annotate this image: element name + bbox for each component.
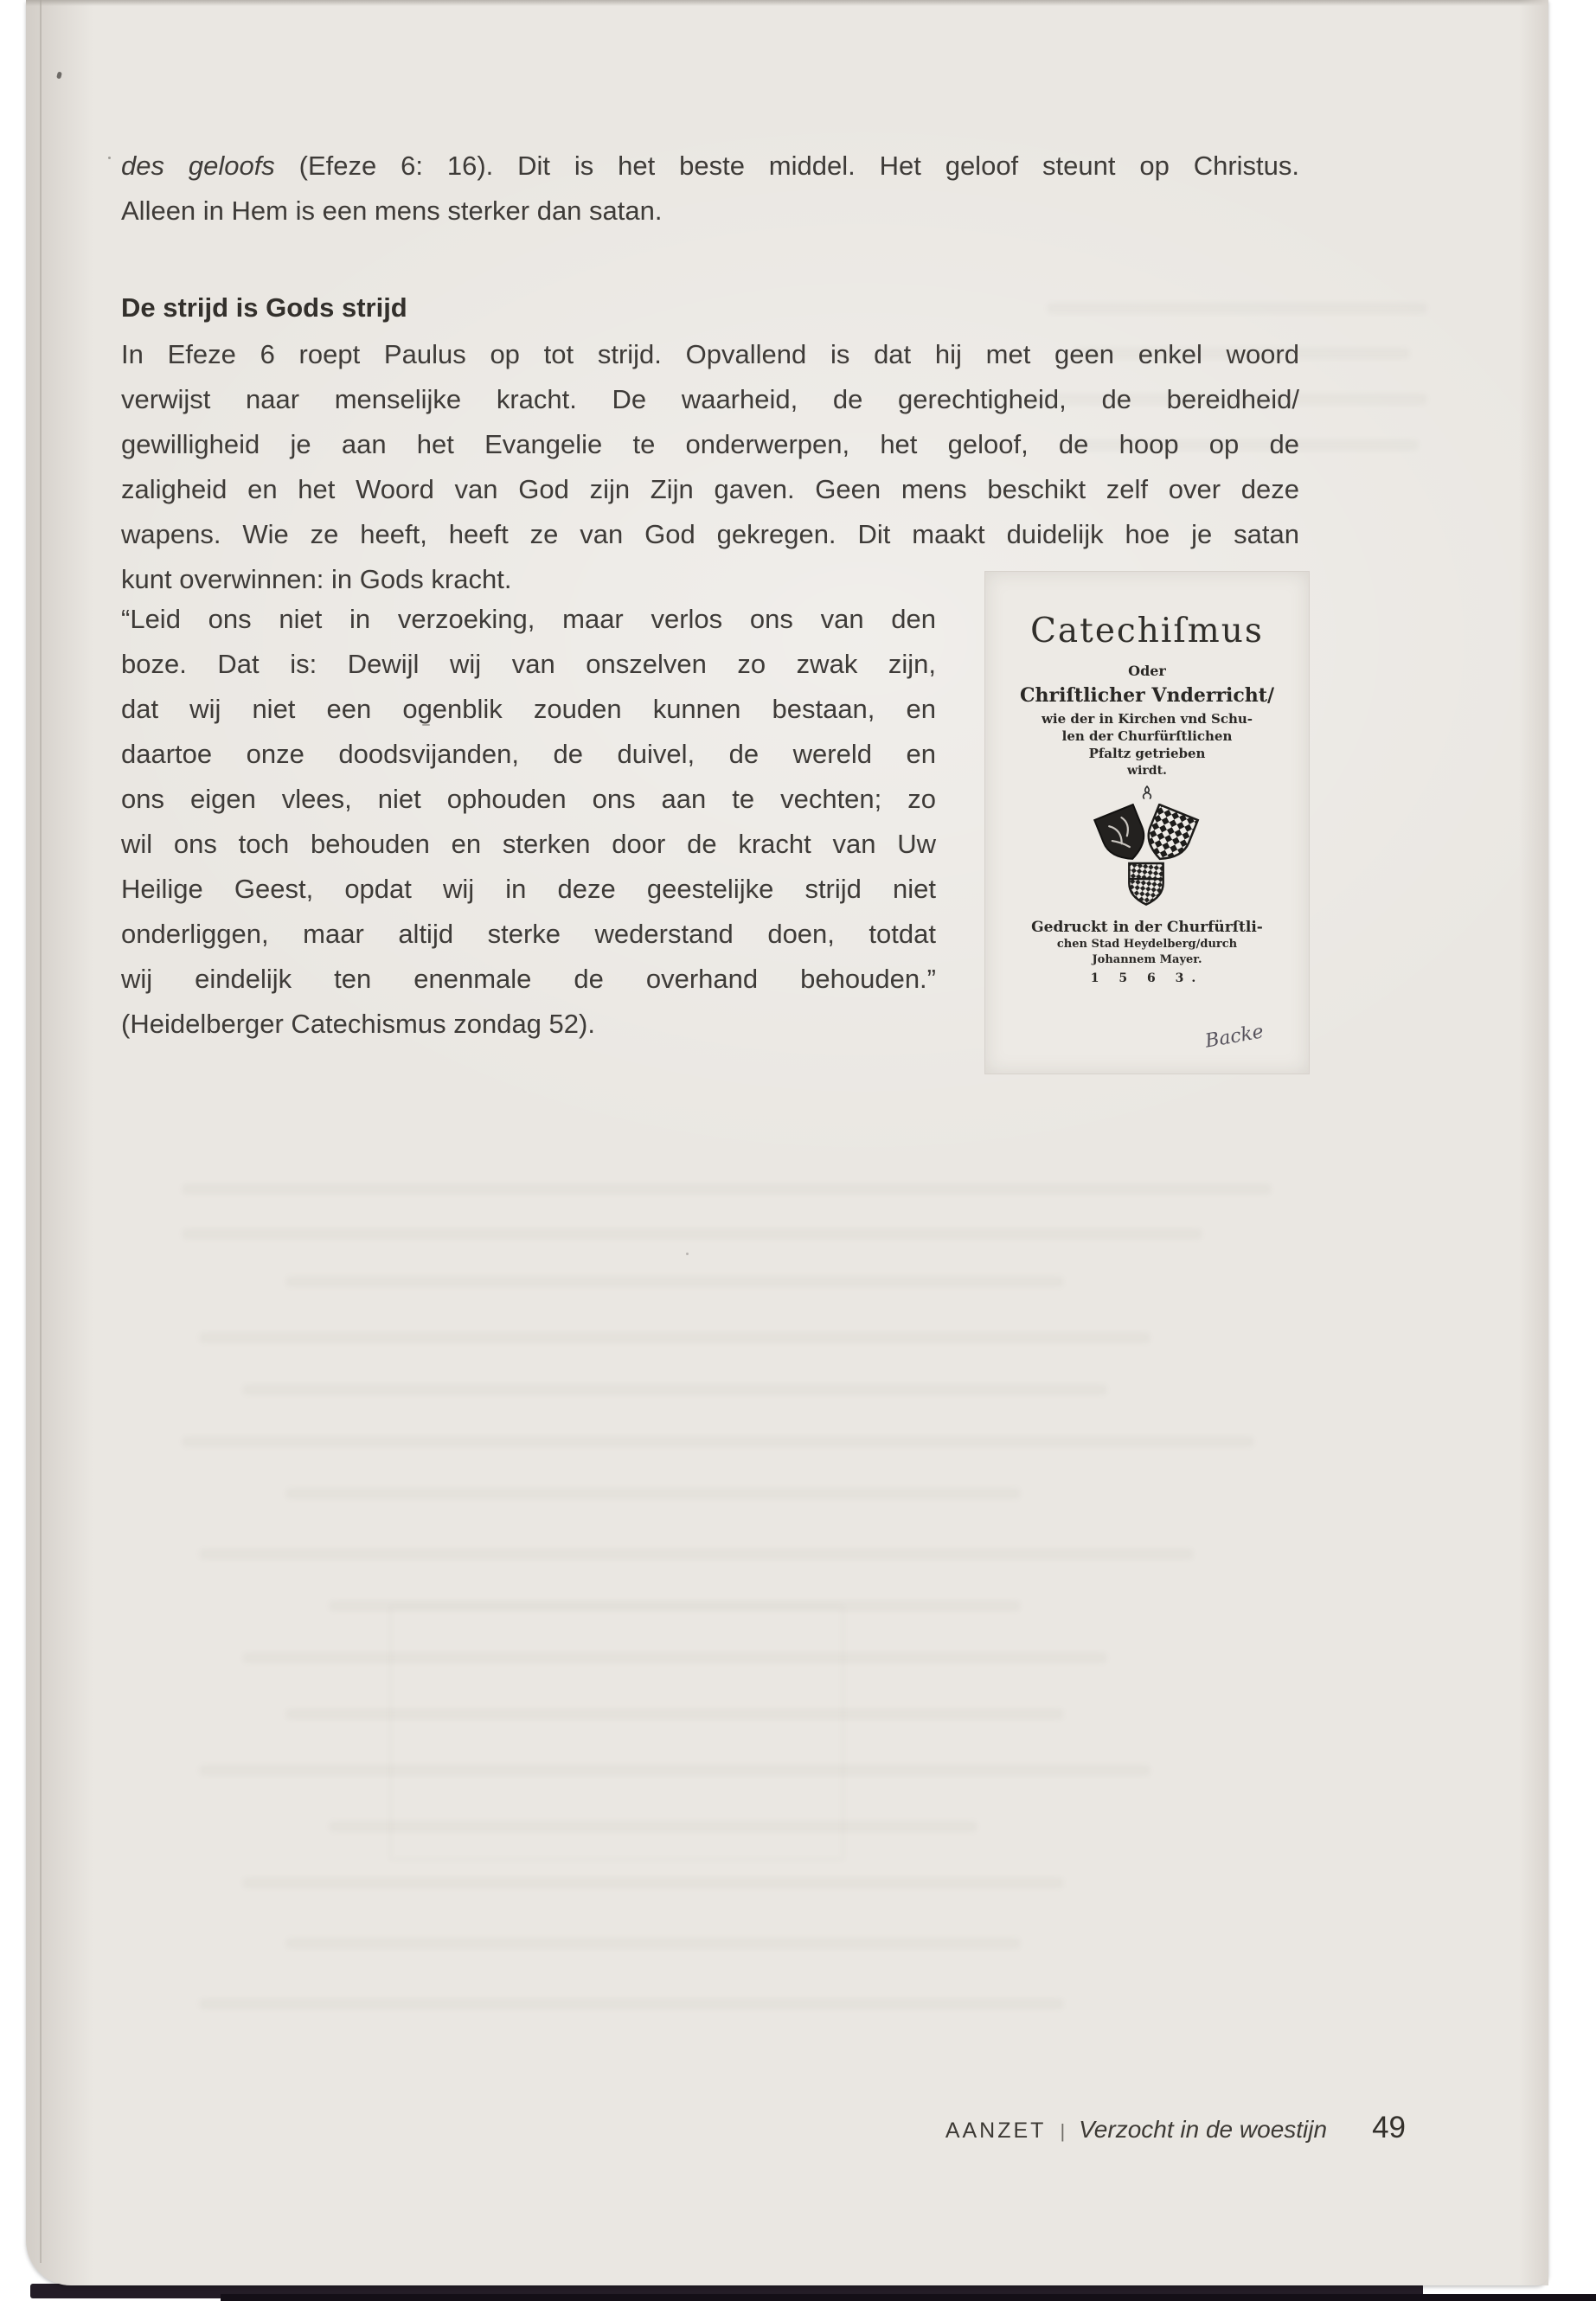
page-top-edge-shadow [26, 0, 1548, 6]
bleed-through-line [242, 1877, 1064, 1888]
plate-imprint-line: Gedruckt in der Churfürſtli- [1031, 919, 1263, 936]
bleed-through-line [199, 1998, 1064, 2009]
text-line: Heilige Geest, opdat wij in deze geestelijke strijd niet [121, 874, 936, 904]
catechism-quote [121, 597, 936, 1047]
plate-imprint-line: Johannem Mayer. [1092, 952, 1202, 966]
text-line: daartoe onze doodsvijanden, de duivel, de wereld en [121, 739, 936, 769]
text-line: dat wij niet een ogenblik zouden kunnen bestaan, en [121, 694, 936, 724]
bleed-through-line [285, 1276, 1064, 1287]
bleed-through-line [182, 1228, 1202, 1240]
text-line: kunt overwinnen: in Gods kracht. [121, 564, 512, 594]
text-line: boze. Dat is: Dewijl wij van onszelven zo zwak zijn, [121, 649, 936, 679]
palatinate-coat-of-arms-icon [1082, 804, 1212, 913]
bleed-through-line [182, 1183, 1272, 1195]
handwritten-signature: Backe [1203, 1021, 1266, 1053]
text-line: wapens. Wie ze heeft, heeft ze van God gekregen. Dit maakt duidelijk hoe je satan [121, 519, 1299, 549]
bleed-through-line [242, 1384, 1107, 1395]
scan-bottom-edge [221, 2294, 1596, 2301]
text-line [121, 144, 1299, 189]
catechism-title-page-figure [984, 571, 1310, 1074]
scan-speck [108, 157, 111, 159]
text-line: “Leid ons niet in verzoeking, maar verlos ons van den [121, 604, 936, 634]
ornament-icon [1139, 785, 1155, 800]
page-number: 49 [1372, 2111, 1406, 2144]
text-line: zaligheid en het Woord van God zijn Zijn gaven. Geen mens beschikt zelf over deze [121, 474, 1299, 504]
intro-line-rest: (Efeze 6: 16). Dit is het beste middel. Het geloof steunt op Christus. [274, 151, 1299, 181]
plate-year: 1 5 6 3. [1090, 971, 1204, 985]
bleed-through-line [199, 1332, 1151, 1343]
italic-lead: des geloofs [121, 151, 275, 181]
plate-title: Catechiſmus [1030, 612, 1264, 651]
bleed-through-line [182, 1436, 1254, 1447]
book-page [26, 0, 1548, 2285]
bleed-through-line [285, 1938, 1021, 1949]
chapter-title: Verzocht in de woestijn [1079, 2116, 1328, 2143]
bleed-through-line [1047, 303, 1427, 314]
text-line: (Heidelberger Catechismus zondag 52). [121, 1009, 595, 1039]
text-line: onderliggen, maar altijd sterke wederstand doen, totdat [121, 919, 936, 949]
body-paragraph [121, 332, 1299, 602]
bleed-through-line [199, 1548, 1194, 1560]
plate-line: Oder [1128, 663, 1166, 679]
text-line: In Efeze 6 roept Paulus op tot strijd. Opvallend is dat hij met geen enkel woord [121, 339, 1299, 369]
text-line: wil ons toch behouden en sterken door de kracht van Uw [121, 829, 936, 859]
plate-line: wie der in Kirchen vnd Schu- [1041, 711, 1253, 727]
page-right-edge-shadow [1519, 0, 1548, 2285]
section-heading: De strijd is Gods strijd [121, 292, 407, 323]
intro-paragraph [121, 144, 1299, 234]
footer-separator: | [1060, 2120, 1066, 2142]
text-line: gewilligheid je aan het Evangelie te onderwerpen, het geloof, de hoop op de [121, 429, 1299, 459]
spine-shadow [26, 0, 93, 2285]
plate-imprint-line: chen Stad Heydelberg/durch [1056, 938, 1238, 952]
plate-line: Pfaltz getrieben [1088, 745, 1206, 761]
text-line: wij eindelijk ten enenmale de overhand behouden.” [121, 964, 936, 994]
bleed-through-line [285, 1488, 1021, 1499]
plate-line: len der Churfürſtlichen [1061, 727, 1233, 744]
text-line: verwijst naar menselijke kracht. De waarheid, de gerechtigheid, de bereidheid/ [121, 384, 1299, 414]
series-title: AANZET [945, 2118, 1047, 2143]
spine-crease-line [40, 0, 42, 2263]
text-line: Alleen in Hem is een mens sterker dan satan. [121, 195, 663, 226]
page-footer [945, 2111, 1406, 2145]
plate-line: Chriſtlicher Vnderricht/ [1019, 684, 1274, 708]
text-line: ons eigen vlees, niet ophouden ons aan te vechten; zo [121, 784, 936, 814]
plate-line: wirdt. [1127, 763, 1167, 778]
bleed-through-artifact [389, 1605, 844, 1861]
scan-speck [686, 1253, 689, 1255]
